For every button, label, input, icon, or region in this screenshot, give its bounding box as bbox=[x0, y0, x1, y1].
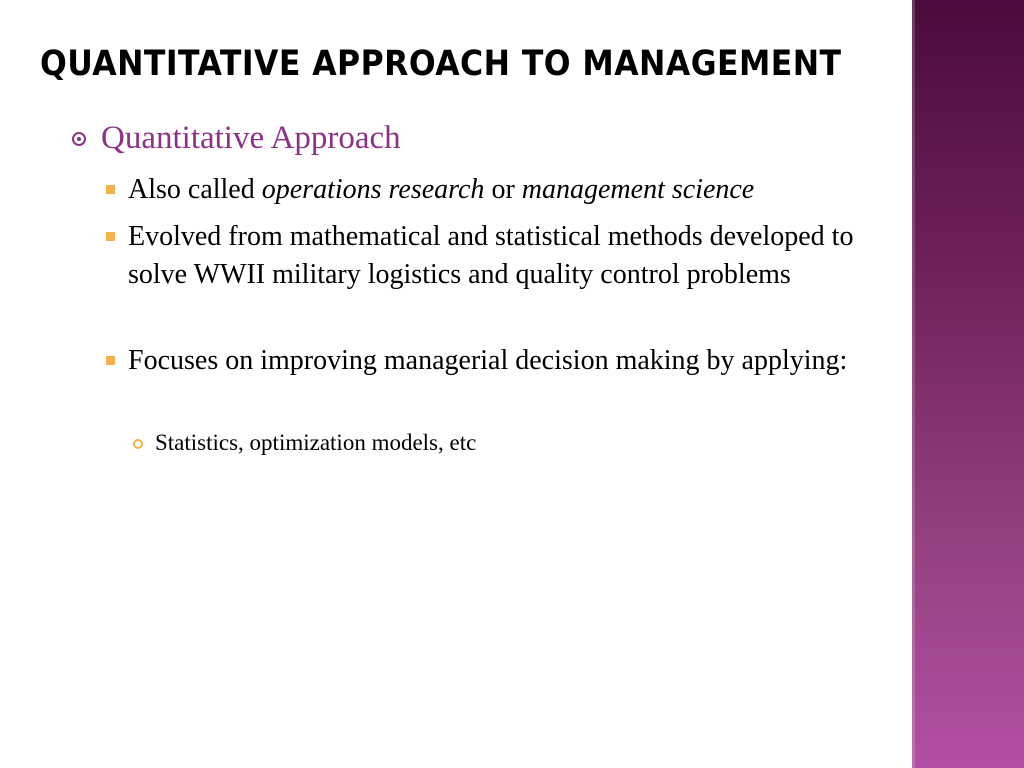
heading-label: Quantitative Approach bbox=[101, 120, 401, 156]
bullet-text bbox=[128, 171, 868, 209]
slide-title: QUANTITATIVE APPROACH TO MANAGEMENT bbox=[40, 44, 842, 84]
ring-bullet-icon bbox=[133, 439, 143, 449]
bullet-joiner: or bbox=[484, 174, 522, 205]
bullet-text: Focuses on improving managerial decision making by applying: bbox=[128, 345, 848, 376]
target-circle-icon bbox=[72, 132, 86, 146]
bullet-prefix: Also called bbox=[128, 174, 262, 205]
side-band-divider bbox=[912, 0, 915, 768]
square-bullet-icon bbox=[106, 185, 115, 194]
bullet-text: Evolved from mathematical and statistical methods developed to solve WWII military logistics and quality control problems bbox=[128, 221, 854, 290]
term-operations-research: operations research bbox=[261, 174, 485, 205]
square-bullet-icon bbox=[106, 356, 115, 365]
term-management-science: management science bbox=[521, 174, 755, 205]
square-bullet-icon bbox=[106, 232, 115, 241]
decorative-side-band bbox=[912, 0, 1024, 768]
sub-bullet-text: Statistics, optimization models, etc bbox=[155, 430, 477, 455]
